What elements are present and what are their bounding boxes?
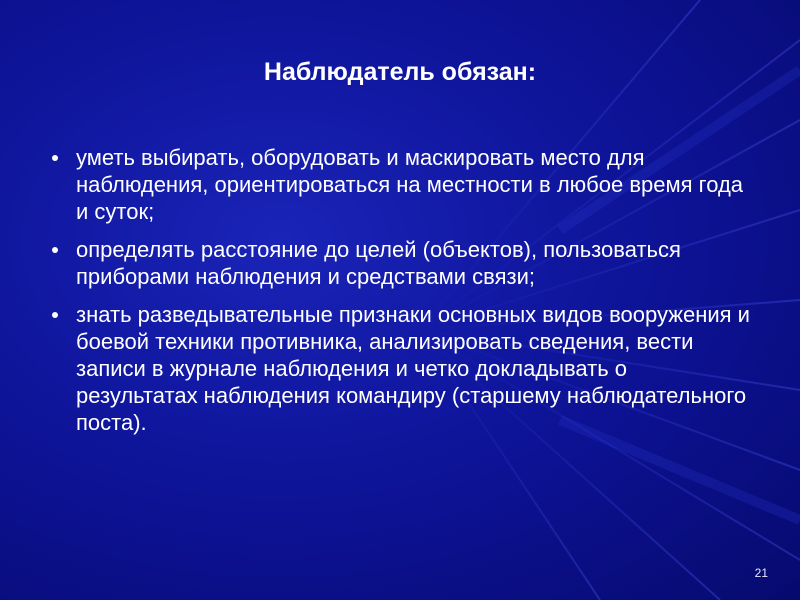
slide-title: Наблюдатель обязан: [263, 58, 537, 86]
bullet-text: уметь выбирать, оборудовать и маскировать место для наблюдения, ориентироваться на местности в любое время года и суток; [76, 145, 744, 224]
bullet-text: определять расстояние до целей (объектов), пользоваться приборами наблюдения и средствами связи; [76, 237, 681, 289]
bullet-text: знать разведывательные признаки основных видов вооружения и боевой техники противника, анализировать сведения, вести записи в журнале наблюдения и четко докладывать о результатах наблюдения командиру (старшему наблюдательного поста). [76, 302, 750, 435]
bullet-item [52, 236, 752, 290]
bullet-dot-icon [52, 155, 58, 161]
bullet-item [52, 301, 752, 436]
page-number: 21 [754, 566, 768, 580]
bullet-dot-icon [52, 247, 58, 253]
bullet-list [52, 144, 752, 447]
bullet-item [52, 144, 752, 225]
bullet-dot-icon [52, 312, 58, 318]
